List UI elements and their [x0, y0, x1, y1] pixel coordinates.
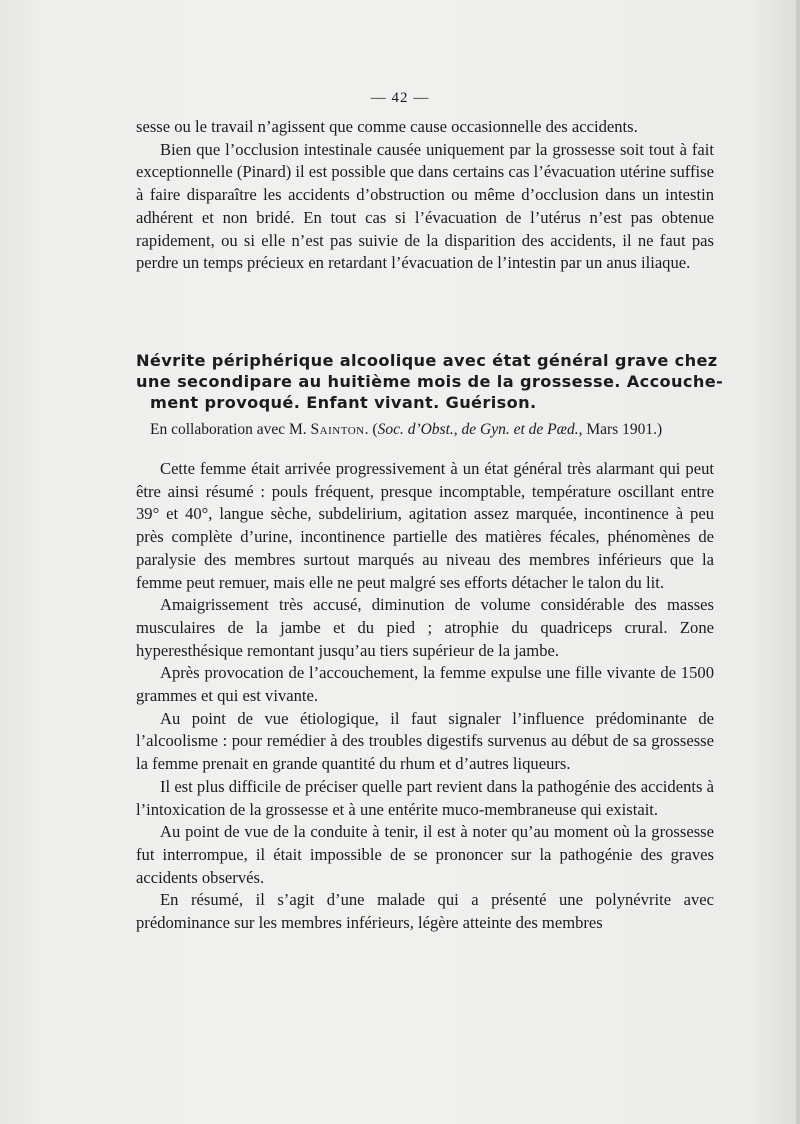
case-paragraph: Au point de vue de la conduite à tenir, il est à noter qu’au moment où la grossesse fut interrompue, il était impossible de se prononcer sur la pathogénie des graves accidents observés. [136, 822, 714, 887]
case-paragraph: Après provocation de l’accouchement, la femme expulse une fille vivante de 1500 grammes et qui est vivante. [136, 663, 714, 706]
section-heading [136, 350, 728, 413]
case-paragraph: Au point de vue étiologique, il faut signaler l’influence prédominante de l’alcoolisme : pour remédier à des troubles digestifs survenus au début de sa grossesse la femme prenait en grande quantité du rhum et d’autres liqueurs. [136, 708, 714, 774]
case-paragraph: En résumé, il s’agit d’une malade qui a présenté une polynévrite avec prédominance sur les membres inférieurs, légère atteinte des membres [136, 890, 714, 933]
intro-paragraph-continued: sesse ou le travail n’agissent que comme cause occasionnelle des accidents. [136, 117, 638, 136]
collab-date: , Mars 1901.) [578, 421, 663, 438]
collaboration-note [150, 421, 730, 439]
collab-sep: . ( [364, 421, 378, 438]
case-paragraph: Cette femme était arrivée progressivement à un état général très alarmant qui peut être ainsi résumé : pouls fréquent, presque incomptable, température oscillant entre 39° et 40°, langue sèche, subdelirium, agitation assez marquée, incontinence à peu près complète d’urine, incontinence partielle des matières fécales, phénomènes de paralysie des membres surtout marqués au niveau des membres inférieurs que la femme peut remuer, mais elle ne peut malgré ses efforts détacher le talon du lit. [136, 459, 714, 592]
section-title-line2: ment provoqué. Enfant vivant. Guérison. [150, 393, 537, 412]
case-paragraph: Il est plus difficile de préciser quelle part revient dans la pathogénie des accidents à l’intoxication de la grossesse et à une entérite muco-membraneuse qui existait. [136, 776, 714, 819]
intro-paragraph: Bien que l’occlusion intestinale causée uniquement par la grossesse soit tout à fait exceptionnelle (Pinard) il est possible que dans certains cas l’évacuation utérine suffise à faire disparaître les accidents d’obstruction ou même d’occlusion dans un intestin adhérent et non bridé. En tout cas si l’évacuation de l’utérus n’est pas obtenue rapidement, ou si elle n’est pas suivie de la disparition des accidents, il ne faut pas perdre un temps précieux en retardant l’évacuation de l’intestin par un anus iliaque. [136, 139, 714, 273]
case-text [136, 458, 714, 935]
collab-name: Sainton [310, 421, 365, 438]
page-number: — 42 — [370, 90, 430, 106]
case-paragraph: Amaigrissement très accusé, diminution de volume considérable des masses musculaires de la jambe et du pied ; atrophie du quadriceps crural. Zone hyperesthésique remontant jusqu’au tiers supérieur de la jambe. [136, 595, 714, 660]
section-title-line1: Névrite périphérique alcoolique avec état général grave chez une secondipare au huitième mois de la grossesse. Accouche- [136, 351, 724, 391]
intro-text [136, 116, 714, 275]
collab-source: Soc. d’Obst., de Gyn. et de Pæd. [377, 421, 579, 438]
collab-prefix: En collaboration avec M. [150, 421, 311, 438]
page-edge [796, 0, 800, 1124]
